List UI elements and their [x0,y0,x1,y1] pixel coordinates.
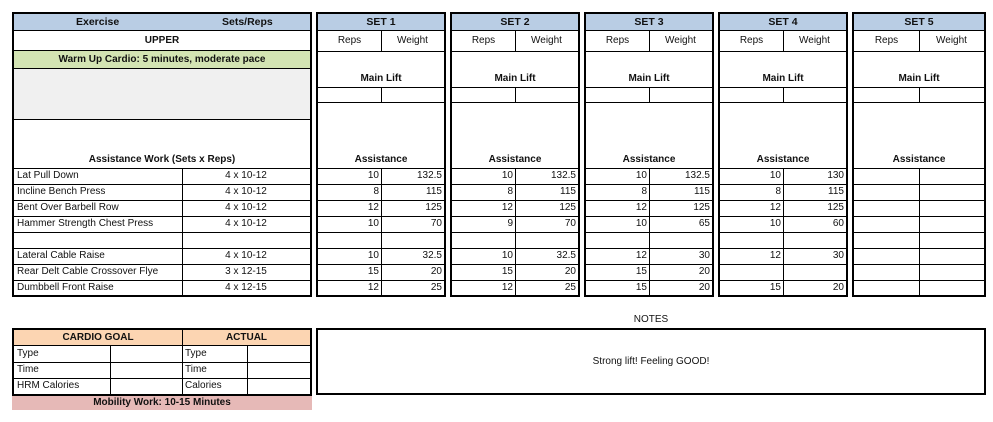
exercise-sets-reps: 4 x 10-12 [225,170,267,181]
assistance-label: Assistance [622,154,676,165]
set-reps-value: 10 [635,170,647,181]
set-reps-value: 9 [507,218,513,229]
set-weight-value: 125 [425,202,442,213]
set-weight-value: 125 [559,202,576,213]
reps-header: Reps [471,35,496,46]
header-sets-reps: Sets/Reps [222,16,273,28]
set-weight-value: 115 [828,186,844,197]
assistance-label: Assistance [756,154,810,165]
exercise-sets-reps: 4 x 10-12 [225,186,267,197]
goal-time-label: Time [17,364,39,375]
exercise-name: Dumbbell Front Raise [17,282,114,293]
weight-header: Weight [799,35,830,46]
mobility-work: Mobility Work: 10-15 Minutes [12,396,312,410]
set-reps-value: 10 [769,170,781,181]
set-reps-value: 12 [501,202,513,213]
set-reps-value: 8 [641,186,647,197]
cardio-table [12,328,312,396]
set-reps-value: 12 [769,250,781,261]
set-weight-value: 20 [430,266,442,277]
exercise-sets-reps: 4 x 10-12 [225,202,267,213]
set-reps-value: 12 [367,282,379,293]
set-weight-value: 60 [832,218,844,229]
set-reps-value: 10 [769,218,781,229]
set-reps-value: 15 [635,282,647,293]
set-weight-value: 32.5 [422,250,442,261]
set-weight-value: 20 [698,266,710,277]
set-column-3 [584,12,714,297]
set-weight-value: 30 [698,250,710,261]
notes-box [316,328,986,395]
set-weight-value: 32.5 [556,250,576,261]
weight-header: Weight [936,35,967,46]
set-weight-value: 25 [430,282,442,293]
set-weight-value: 125 [693,202,710,213]
set-weight-value: 30 [832,250,844,261]
exercise-table-header [14,14,310,31]
set-weight-value: 25 [564,282,576,293]
upper-label: UPPER [14,31,310,51]
warmup-cardio: Warm Up Cardio: 5 minutes, moderate pace [14,51,310,69]
set-weight-value: 132.5 [550,170,576,181]
notes-title: NOTES [633,314,669,325]
main-lift-label: Main Lift [360,73,402,84]
set-weight-value: 20 [564,266,576,277]
set-weight-value: 20 [832,282,844,293]
exercise-sets-reps: 4 x 10-12 [225,218,267,229]
set-title: SET 2 [452,14,578,31]
set-weight-value: 115 [426,186,442,197]
main-lift-label: Main Lift [494,73,536,84]
set-weight-value: 130 [827,170,844,181]
cardio-goal-header: CARDIO GOAL [14,330,182,346]
weight-header: Weight [397,35,428,46]
set-reps-value: 15 [769,282,781,293]
set-weight-value: 70 [564,218,576,229]
exercise-sets-reps [182,232,310,248]
set-reps-value: 10 [367,218,379,229]
main-lift-label: Main Lift [628,73,670,84]
set-weight-value: 125 [827,202,844,213]
set-reps-value: 12 [635,202,647,213]
reps-header: Reps [337,35,362,46]
set-reps-value: 12 [769,202,781,213]
set-title: SET 5 [854,14,984,31]
goal-calories-label: HRM Calories [17,380,80,391]
set-weight-value: 65 [698,218,710,229]
exercise-sets-reps: 3 x 12-15 [225,266,267,277]
set-reps-value: 10 [501,250,513,261]
exercise-name [14,232,182,248]
cardio-actual-header: ACTUAL [182,330,310,346]
set-column-2 [450,12,580,297]
assistance-label: Assistance [488,154,542,165]
set-weight-value: 115 [560,186,576,197]
set-column-4 [718,12,848,297]
exercise-sets-reps: 4 x 10-12 [225,250,267,261]
main-lift-label: Main Lift [762,73,804,84]
set-weight-value: 20 [698,282,710,293]
notes-text: Strong lift! Feeling GOOD! [592,356,710,367]
reps-header: Reps [605,35,630,46]
assistance-label: Assistance [354,154,408,165]
set-reps-value: 10 [501,170,513,181]
exercise-name: Lateral Cable Raise [17,250,105,261]
actual-time-label: Time [185,364,207,375]
assistance-label: Assistance [892,154,946,165]
reps-header: Reps [739,35,764,46]
set-reps-value: 10 [635,218,647,229]
main-lift-label: Main Lift [898,73,940,84]
set-reps-value: 12 [367,202,379,213]
set-reps-value: 15 [501,266,513,277]
set-weight-value: 70 [430,218,442,229]
exercise-name: Rear Delt Cable Crossover Flye [17,266,159,277]
set-column-5 [852,12,986,297]
weight-header: Weight [665,35,696,46]
exercise-sets-reps: 4 x 12-15 [225,282,267,293]
set-reps-value: 8 [775,186,781,197]
reps-header: Reps [874,35,899,46]
main-lift-area [14,69,310,120]
weight-header: Weight [531,35,562,46]
set-reps-value: 8 [507,186,513,197]
exercise-name: Bent Over Barbell Row [17,202,119,213]
assistance-work-title: Assistance Work (Sets x Reps) [88,154,236,165]
exercise-name: Incline Bench Press [17,186,106,197]
set-title: SET 4 [720,14,846,31]
header-exercise: Exercise [76,16,120,28]
set-reps-value: 10 [367,250,379,261]
exercise-table [12,12,312,297]
exercise-name: Lat Pull Down [17,170,79,181]
set-reps-value: 12 [501,282,513,293]
set-weight-value: 132.5 [416,170,442,181]
set-weight-value: 115 [694,186,710,197]
set-title: SET 3 [586,14,712,31]
set-reps-value: 15 [635,266,647,277]
set-weight-value: 132.5 [684,170,710,181]
actual-calories-label: Calories [185,380,222,391]
set-reps-value: 10 [367,170,379,181]
actual-type-label: Type [185,348,207,359]
set-reps-value: 12 [635,250,647,261]
goal-type-label: Type [17,348,39,359]
set-reps-value: 15 [367,266,379,277]
set-title: SET 1 [318,14,444,31]
exercise-name: Hammer Strength Chest Press [17,218,154,229]
set-reps-value: 8 [373,186,379,197]
set-column-1 [316,12,446,297]
